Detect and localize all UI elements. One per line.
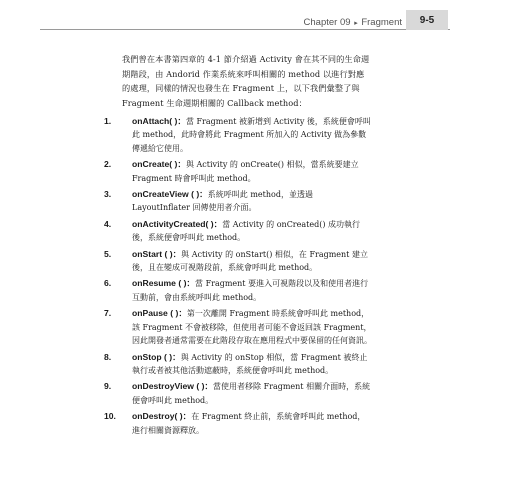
method-description: 與 Activity 的 onStart() 相似，在 Fragment 建立後，且在變成可視階段前，系統會呼叫此 method。 <box>132 249 368 273</box>
arrow-icon: ▸ <box>354 20 358 27</box>
method-name: onCreate( )： <box>132 159 186 170</box>
method-name: onStart ( )： <box>132 248 182 259</box>
chapter-label: Chapter 09 <box>303 17 351 28</box>
list-item <box>104 248 372 275</box>
header-rule <box>40 29 450 30</box>
method-description: 系統呼叫此 method，並透過 LayoutInflater 回傳使用者介面。 <box>132 190 313 213</box>
method-description: 與 Activity 的 onCreate() 相似，當系統要建立 Fragment 時會呼叫此 method。 <box>132 160 359 183</box>
item-number: 9. <box>104 381 112 392</box>
method-name: onResume ( )： <box>132 278 196 289</box>
method-name: onStop ( )： <box>132 351 181 362</box>
method-description: 當 Activity 的 onCreated() 成功執行後，系統便會呼叫此 method。 <box>132 219 360 243</box>
item-number: 2. <box>104 159 112 170</box>
list-item <box>104 188 372 215</box>
page-number: 9-5 <box>406 10 448 30</box>
list-item <box>104 277 372 304</box>
method-description: 在 Fragment 終止前，系統會呼叫此 method，進行相關資源釋放。 <box>132 412 366 435</box>
method-description: 當 Fragment 被新增到 Activity 後，系統便會呼叫此 method，此時會將此 Fragment 所加入的 Activity 做為參數傳遞給它使用。 <box>132 117 371 153</box>
item-number: 1. <box>104 116 112 126</box>
list-item <box>104 410 372 437</box>
list-item <box>104 307 372 347</box>
item-number: 5. <box>104 248 112 259</box>
method-description: 第一次離開 Fragment 時系統會呼叫此 method，該 Fragment 不會被移除，但使用者可能不會返回該 Fragment，因此開發者通常需要在此階段存取在應用程式中要保留的任何資訊。 <box>132 309 372 346</box>
item-number: 7. <box>104 308 112 319</box>
list-item <box>104 351 372 378</box>
list-item <box>104 158 372 185</box>
callback-list <box>104 115 372 437</box>
list-item <box>104 218 372 245</box>
method-description: 當 Fragment 要進入可視階段以及和使用者進行互動前，會由系統呼叫此 method。 <box>132 279 369 302</box>
method-name: onAttach( )： <box>132 116 186 126</box>
method-name: onDestroy( )： <box>132 411 192 422</box>
method-name: onDestroyView ( )： <box>132 381 214 392</box>
item-number: 6. <box>104 278 112 289</box>
running-head <box>304 17 402 28</box>
method-name: onCreateView ( )： <box>132 189 208 200</box>
method-description: 當使用者移除 Fragment 相關介面時，系統便會呼叫此 method。 <box>132 382 371 405</box>
list-item <box>104 380 372 407</box>
method-name: onActivityCreated( )： <box>132 218 223 229</box>
item-number: 10. <box>104 411 116 422</box>
method-description: 與 Activity 的 onStop 相似，當 Fragment 被終止執行或者被其他活動遮蔽時，系統便會呼叫此 method。 <box>132 352 368 375</box>
page-body <box>104 52 372 440</box>
item-number: 4. <box>104 218 112 229</box>
method-name: onPause ( )： <box>132 308 187 319</box>
list-item <box>104 115 372 155</box>
section-title: Fragment <box>361 17 402 28</box>
item-number: 8. <box>104 351 112 362</box>
item-number: 3. <box>104 189 112 200</box>
intro-paragraph: 我們曾在本書第四章的 4-1 節介紹過 Activity 會在其不同的生命週期階段，由 Andorid 作業系統來呼叫相關的 method 以進行對應的處理，同樣的情況也發生在 Fragment 上，以下我們彙整了與 Fragment 生命週期相關的 Callback method： <box>122 54 370 108</box>
page-header <box>0 0 520 40</box>
